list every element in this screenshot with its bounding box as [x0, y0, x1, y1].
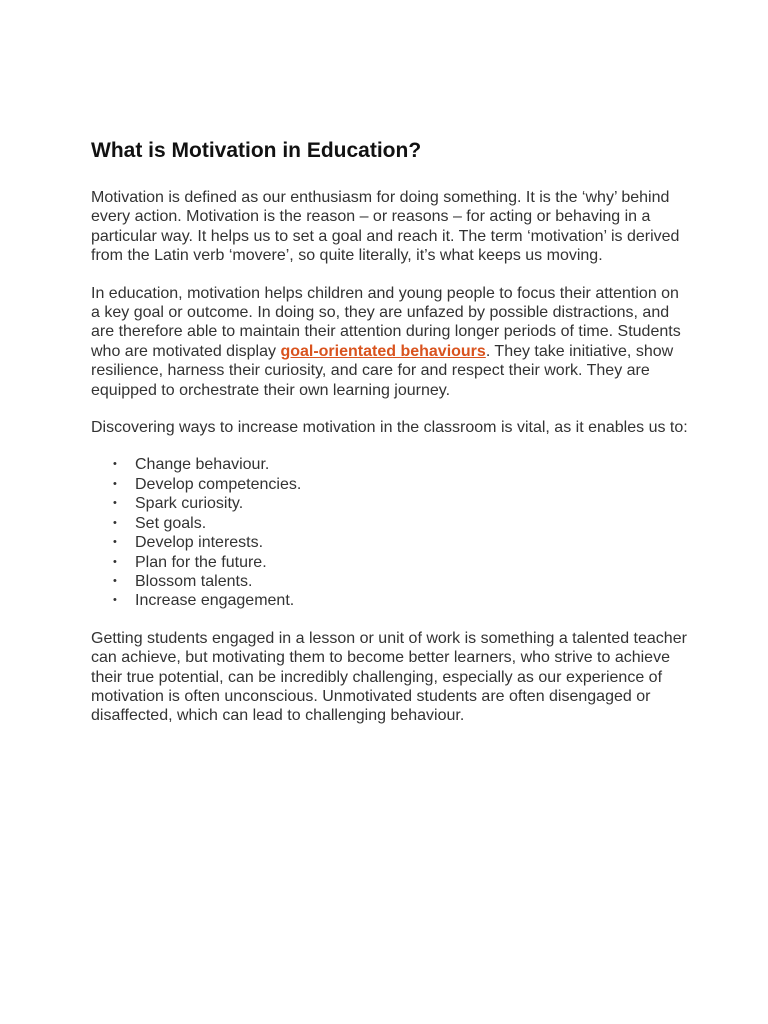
bullet-icon: • [113, 594, 117, 607]
list-item [113, 514, 691, 533]
article [91, 137, 691, 744]
bullet-icon: • [113, 516, 117, 529]
paragraph-engagement: Getting students engaged in a lesson or unit of work is something a talented teacher can achieve, but motivating them to become better learners, who strive to achieve their true potential, can be incredibly challenging, especially as our experience of motivation is often unconscious. Unmotivated students are often disengaged or disaffected, which can lead to challenging behaviour. [91, 629, 687, 725]
paragraph-education-text-end: . They take initiative, show resilience, harness their curiosity, and care for and respect their work. They are equipped to orchestrate their own learning journey. [91, 342, 674, 399]
list-item [113, 475, 691, 494]
goal-orientated-behaviours-link[interactable]: goal-orientated behaviours [280, 342, 486, 360]
list-item [113, 455, 691, 474]
paragraph-definition: Motivation is defined as our enthusiasm for doing something. It is the ‘why’ behind every action. Motivation is the reason – or reasons – for acting or behaving in a particular way. It helps us to set a goal and reach it. The term ‘motivation’ is derived from the Latin verb ‘movere’, so quite literally, it’s what keeps us moving. [91, 189, 680, 265]
paragraph-education [91, 284, 691, 400]
bullet-icon: • [113, 574, 117, 587]
list-item [113, 494, 691, 513]
list-item [113, 591, 691, 610]
list-item-text: Develop interests. [135, 534, 264, 552]
bullet-icon: • [113, 477, 117, 490]
list-item-text: Plan for the future. [135, 553, 267, 571]
list-item [113, 572, 691, 591]
list-item-text: Develop competencies. [135, 475, 302, 493]
article-title: What is Motivation in Education? [91, 139, 422, 162]
list-item-text: Blossom talents. [135, 572, 253, 590]
bullet-icon: • [113, 497, 117, 510]
list-item-text: Spark curiosity. [135, 495, 244, 513]
bullet-icon: • [113, 458, 117, 471]
list-item-text: Set goals. [135, 514, 207, 532]
list-item [113, 533, 691, 552]
list-item-text: Change behaviour. [135, 456, 270, 474]
bullet-icon: • [113, 536, 117, 549]
list-item-text: Increase engagement. [135, 592, 295, 610]
bullet-icon: • [113, 555, 117, 568]
paragraph-education-text-start: In education, motivation helps children and young people to focus their attention on a key goal or outcome. In doing so, they are unfazed by possible distractions, and are therefore able to maintain their attention during longer periods of time. Students who are motivated display [91, 284, 681, 360]
paragraph-discovering: Discovering ways to increase motivation in the classroom is vital, as it enables us to: [91, 419, 688, 437]
list-item [113, 553, 691, 572]
benefits-list [91, 455, 691, 610]
